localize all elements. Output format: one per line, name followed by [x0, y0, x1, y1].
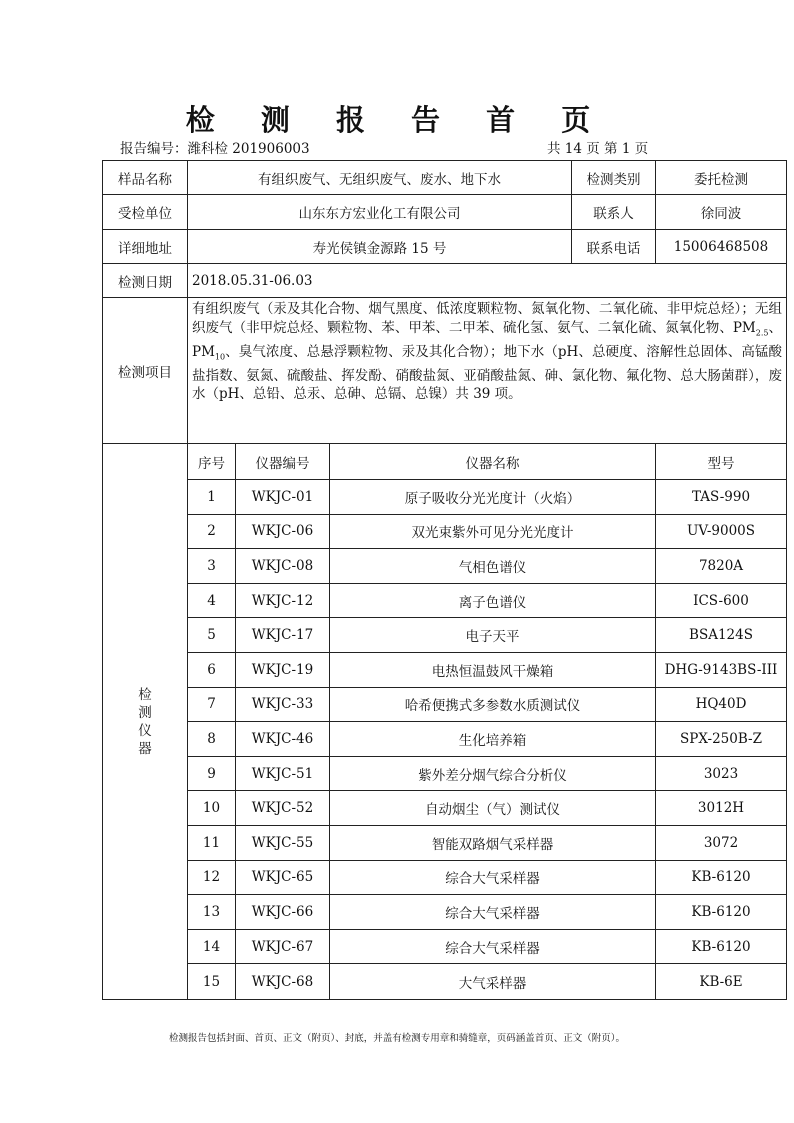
instrument-no: 5: [188, 618, 236, 653]
instrument-no: 13: [188, 895, 236, 930]
test-type-label: 检测类别: [572, 161, 656, 195]
instrument-model: 3023: [656, 756, 787, 791]
instrument-model: ICS-600: [656, 583, 787, 618]
instrument-no: 6: [188, 652, 236, 687]
instrument-name: 双光束紫外可见分光光度计: [330, 514, 656, 549]
instrument-row: [103, 583, 787, 618]
row-items: [103, 298, 787, 444]
items-text-1: 有组织废气（汞及其化合物、烟气黑度、低浓度颗粒物、氮氧化物、二氧化硫、非甲烷总烃）；无组织废气（非甲烷总烃、颗粒物、苯、甲苯、二甲苯、硫化氢、氨气、二氧化硫、氮氧化物、PM: [192, 301, 782, 336]
instruments-label-char: 仪: [138, 722, 152, 739]
instrument-name: 离子色谱仪: [330, 583, 656, 618]
client-value: 山东东方宏业化工有限公司: [188, 195, 572, 230]
instrument-row: [103, 964, 787, 1000]
instrument-code: WKJC-46: [236, 722, 330, 757]
instrument-model: 3012H: [656, 791, 787, 826]
contact-value: 徐同波: [656, 195, 787, 230]
instrument-no: 8: [188, 722, 236, 757]
instrument-name: 电子天平: [330, 618, 656, 653]
instrument-code: WKJC-01: [236, 480, 330, 515]
instrument-no: 1: [188, 480, 236, 515]
instrument-model: HQ40D: [656, 687, 787, 722]
header-code: 仪器编号: [236, 444, 330, 480]
instrument-code: WKJC-06: [236, 514, 330, 549]
report-table: [102, 160, 787, 1000]
instrument-model: DHG-9143BS-III: [656, 652, 787, 687]
sample-name-label: 样品名称: [103, 161, 188, 195]
instruments-label-char: 器: [138, 740, 152, 757]
instrument-row: [103, 860, 787, 895]
phone-label: 联系电话: [572, 230, 656, 264]
instrument-row: [103, 687, 787, 722]
row-address: [103, 230, 787, 264]
instrument-row: [103, 480, 787, 515]
instrument-code: WKJC-52: [236, 791, 330, 826]
instrument-name: 大气采样器: [330, 964, 656, 1000]
instrument-name: 综合大气采样器: [330, 860, 656, 895]
instrument-name: 原子吸收分光光度计（火焰）: [330, 480, 656, 515]
instrument-name: 气相色谱仪: [330, 549, 656, 584]
address-label: 详细地址: [103, 230, 188, 264]
client-label: 受检单位: [103, 195, 188, 230]
items-text-3: 、臭气浓度、总悬浮颗粒物、汞及其化合物）；地下水（pH、总硬度、溶解性总固体、高锰酸盐指数、氨氮、硫酸盐、挥发酚、硝酸盐氮、亚硝酸盐氮、砷、氯化物、氟化物、总大肠菌群），废水（pH、总铅、总汞、总砷、总镉、总镍）共 39 项。: [192, 343, 782, 403]
address-value: 寿光侯镇金源路 15 号: [188, 230, 572, 264]
footer-note: 检测报告包括封面、首页、正文（附页）、封底，并盖有检测专用章和骑缝章，页码涵盖首页、正文（附页）。: [168, 1033, 625, 1044]
instrument-model: SPX-250B-Z: [656, 722, 787, 757]
instrument-code: WKJC-66: [236, 895, 330, 930]
instrument-no: 4: [188, 583, 236, 618]
date-label: 检测日期: [103, 264, 188, 298]
instrument-row: [103, 895, 787, 930]
instrument-no: 11: [188, 825, 236, 860]
items-sub-1: 2.5: [755, 328, 769, 338]
instrument-code: WKJC-67: [236, 929, 330, 964]
items-text-2: 、PM: [192, 319, 783, 360]
items-sub-2: 10: [214, 352, 226, 362]
contact-label: 联系人: [572, 195, 656, 230]
instruments-label-char: 测: [138, 704, 152, 721]
items-value: [188, 298, 787, 444]
phone-value: 15006468508: [656, 230, 787, 264]
instrument-code: WKJC-17: [236, 618, 330, 653]
instrument-model: BSA124S: [656, 618, 787, 653]
instruments-header-row: [103, 444, 787, 480]
instrument-code: WKJC-33: [236, 687, 330, 722]
instrument-code: WKJC-08: [236, 549, 330, 584]
page-title: 检 测 报 告 首 页: [185, 103, 609, 137]
instrument-model: UV-9000S: [656, 514, 787, 549]
instrument-name: 自动烟尘（气）测试仪: [330, 791, 656, 826]
instrument-code: WKJC-19: [236, 652, 330, 687]
instrument-model: KB-6120: [656, 895, 787, 930]
instruments-label-char: 检: [138, 686, 152, 703]
sample-name-value: 有组织废气、无组织废气、废水、地下水: [188, 161, 572, 195]
instrument-name: 智能双路烟气采样器: [330, 825, 656, 860]
instrument-row: [103, 756, 787, 791]
instrument-no: 2: [188, 514, 236, 549]
instrument-code: WKJC-68: [236, 964, 330, 1000]
instrument-code: WKJC-55: [236, 825, 330, 860]
instrument-no: 9: [188, 756, 236, 791]
instrument-row: [103, 791, 787, 826]
instrument-row: [103, 722, 787, 757]
instrument-no: 7: [188, 687, 236, 722]
page-info: 共 14 页 第 1 页: [547, 141, 649, 157]
row-date: [103, 264, 787, 298]
instrument-name: 综合大气采样器: [330, 929, 656, 964]
instrument-name: 综合大气采样器: [330, 895, 656, 930]
instrument-model: KB-6120: [656, 929, 787, 964]
instrument-no: 10: [188, 791, 236, 826]
instrument-no: 15: [188, 964, 236, 1000]
instrument-model: 7820A: [656, 549, 787, 584]
instrument-model: KB-6E: [656, 964, 787, 1000]
instrument-code: WKJC-51: [236, 756, 330, 791]
row-sample-name: [103, 161, 787, 195]
instrument-model: KB-6120: [656, 860, 787, 895]
instrument-model: TAS-990: [656, 480, 787, 515]
header-no: 序号: [188, 444, 236, 480]
report-number: 报告编号：潍科检 201906003: [120, 141, 310, 157]
instrument-no: 12: [188, 860, 236, 895]
row-client: [103, 195, 787, 230]
instrument-name: 紫外差分烟气综合分析仪: [330, 756, 656, 791]
date-value: 2018.05.31-06.03: [188, 264, 787, 298]
instrument-model: 3072: [656, 825, 787, 860]
instrument-code: WKJC-65: [236, 860, 330, 895]
instrument-row: [103, 514, 787, 549]
instrument-no: 3: [188, 549, 236, 584]
instrument-row: [103, 929, 787, 964]
instruments-label: [103, 444, 188, 1000]
instrument-row: [103, 825, 787, 860]
test-type-value: 委托检测: [656, 161, 787, 195]
instrument-name: 哈希便携式多参数水质测试仪: [330, 687, 656, 722]
instrument-row: [103, 618, 787, 653]
items-label: 检测项目: [103, 298, 188, 444]
instrument-no: 14: [188, 929, 236, 964]
header-name: 仪器名称: [330, 444, 656, 480]
instrument-row: [103, 549, 787, 584]
instrument-name: 生化培养箱: [330, 722, 656, 757]
instrument-code: WKJC-12: [236, 583, 330, 618]
header-model: 型号: [656, 444, 787, 480]
instruments-label-vertical: [107, 686, 183, 758]
instrument-name: 电热恒温鼓风干燥箱: [330, 652, 656, 687]
instrument-row: [103, 652, 787, 687]
